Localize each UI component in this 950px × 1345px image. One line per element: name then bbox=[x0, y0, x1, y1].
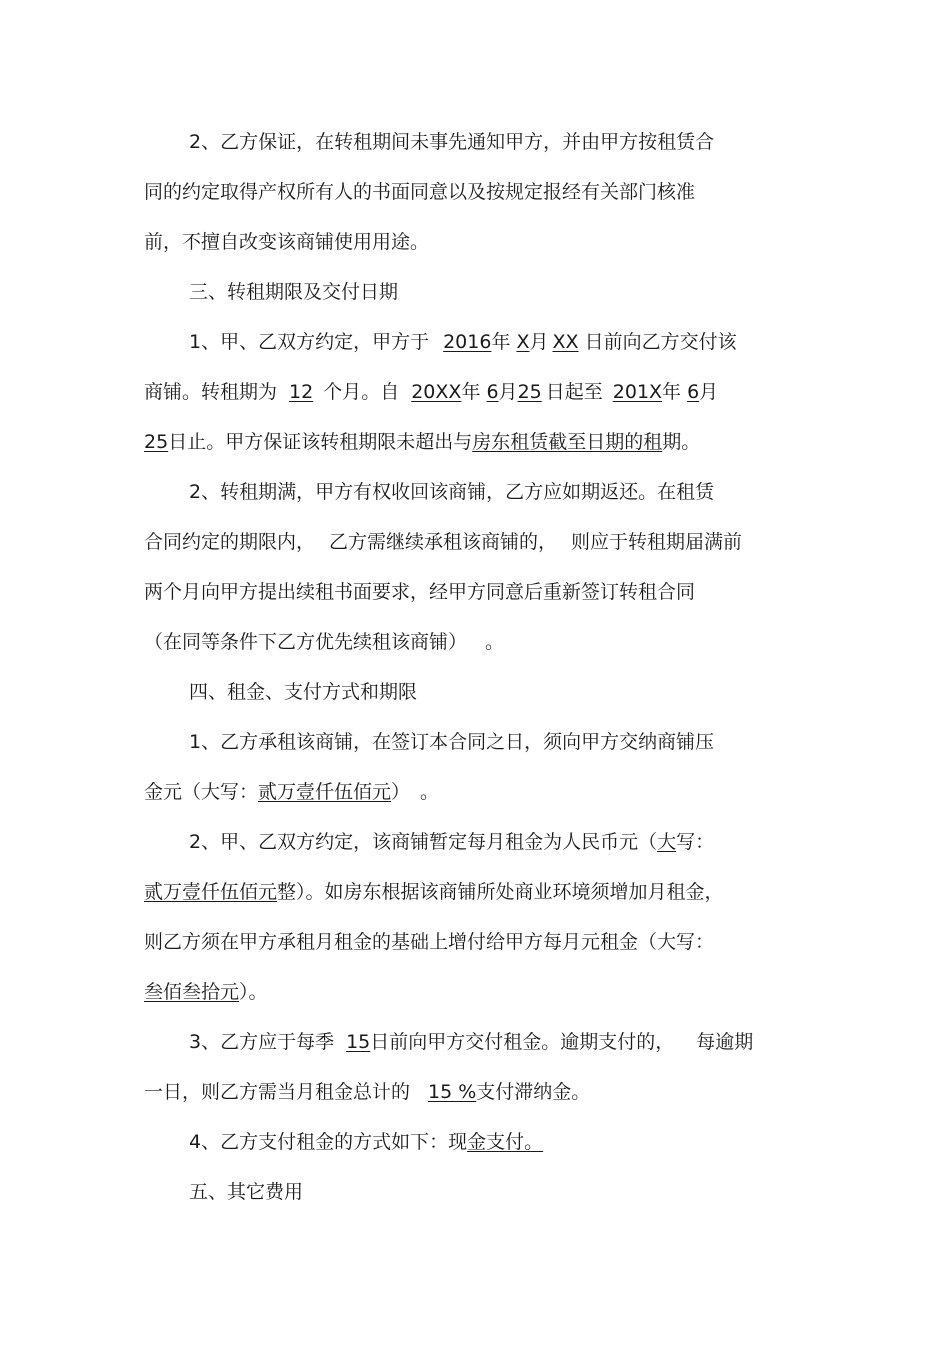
start-day: 25 bbox=[517, 381, 542, 403]
clause-4-3-line-2: 一日，则乙方需当月租金总计的 15 %支付滞纳金。 bbox=[144, 1081, 591, 1103]
section-4-heading: 四、租金、支付方式和期限 bbox=[189, 681, 418, 703]
clause-3-1-line-1: 1、甲、乙双方约定，甲方于 2016年 X月 XX 日前向乙方交付该 bbox=[189, 331, 737, 353]
sublease-months: 12 bbox=[289, 381, 314, 403]
clause-2-2-line-3: 前，不擅自改变该商铺使用用途。 bbox=[144, 231, 430, 253]
payment-day: 15 bbox=[346, 1031, 371, 1053]
payment-method: 金支付。 bbox=[467, 1131, 544, 1153]
additional-rent-words: 叁佰叁拾元 bbox=[144, 981, 240, 1003]
clause-4-1-line-2: 金元（大写：贰万壹仟伍佰元） 。 bbox=[144, 781, 440, 803]
clause-4-2-line-1: 2、甲、乙双方约定，该商铺暂定每月租金为人民币元（大写： bbox=[189, 831, 715, 853]
end-day: 25 bbox=[144, 431, 169, 453]
clause-3-1-line-2: 商铺。转租期为 12 个月。自 20XX年 6月25 日起至 201X年 6月 bbox=[144, 381, 719, 403]
clause-3-1-line-3: 25日止。甲方保证该转租期限未超出与房东租赁截至日期的租期。 bbox=[144, 431, 701, 453]
clause-4-1-line-1: 1、乙方承租该商铺，在签订本合同之日，须向甲方交纳商铺压 bbox=[189, 731, 715, 753]
delivery-month: X bbox=[516, 331, 530, 353]
start-year: 20XX bbox=[411, 381, 462, 403]
clause-4-2-line-4: 叁佰叁拾元）。 bbox=[144, 981, 268, 1003]
delivery-year: 2016 bbox=[443, 331, 492, 353]
clause-3-2-line-1: 2、转租期满，甲方有权收回该商铺，乙方应如期返还。在租赁 bbox=[189, 481, 715, 503]
clause-4-3-line-1: 3、乙方应于每季 15日前向甲方交付租金。逾期支付的， 每逾期 bbox=[189, 1031, 754, 1053]
clause-2-2-line-2: 同的约定取得产权所有人的书面同意以及按规定报经有关部门核准 bbox=[144, 181, 696, 203]
clause-4-2-line-3: 则乙方须在甲方承租月租金的基础上增付给甲方每月元租金（大写： bbox=[144, 931, 715, 953]
clause-4-4-line-1: 4、乙方支付租金的方式如下：现金支付。 bbox=[189, 1131, 544, 1153]
clause-2-2-line-1: 2、乙方保证，在转租期间未事先通知甲方，并由甲方按租赁合 bbox=[189, 131, 715, 153]
clause-3-2-line-2: 合同约定的期限内， 乙方需继续承租该商铺的， 则应于转租期届满前 bbox=[144, 531, 743, 553]
section-3-heading: 三、转租期限及交付日期 bbox=[189, 281, 399, 303]
monthly-rent-words: 贰万壹仟伍佰元 bbox=[144, 881, 278, 903]
end-year: 201X bbox=[612, 381, 663, 403]
start-month: 6 bbox=[486, 381, 499, 403]
end-month: 6 bbox=[687, 381, 700, 403]
clause-3-2-line-3: 两个月向甲方提出续租书面要求，经甲方同意后重新签订转租合同 bbox=[144, 581, 696, 603]
deposit-amount-words: 贰万壹仟伍佰元 bbox=[258, 781, 392, 803]
clause-4-2-line-2: 贰万壹仟伍佰元整）。如房东根据该商铺所处商业环境须增加月租金， bbox=[144, 881, 724, 903]
late-fee-percent: 15 % bbox=[428, 1081, 477, 1103]
delivery-day: XX bbox=[552, 331, 579, 353]
section-5-heading: 五、其它费用 bbox=[189, 1181, 304, 1203]
clause-3-2-line-4: （在同等条件下乙方优先续租该商铺） 。 bbox=[144, 631, 505, 653]
